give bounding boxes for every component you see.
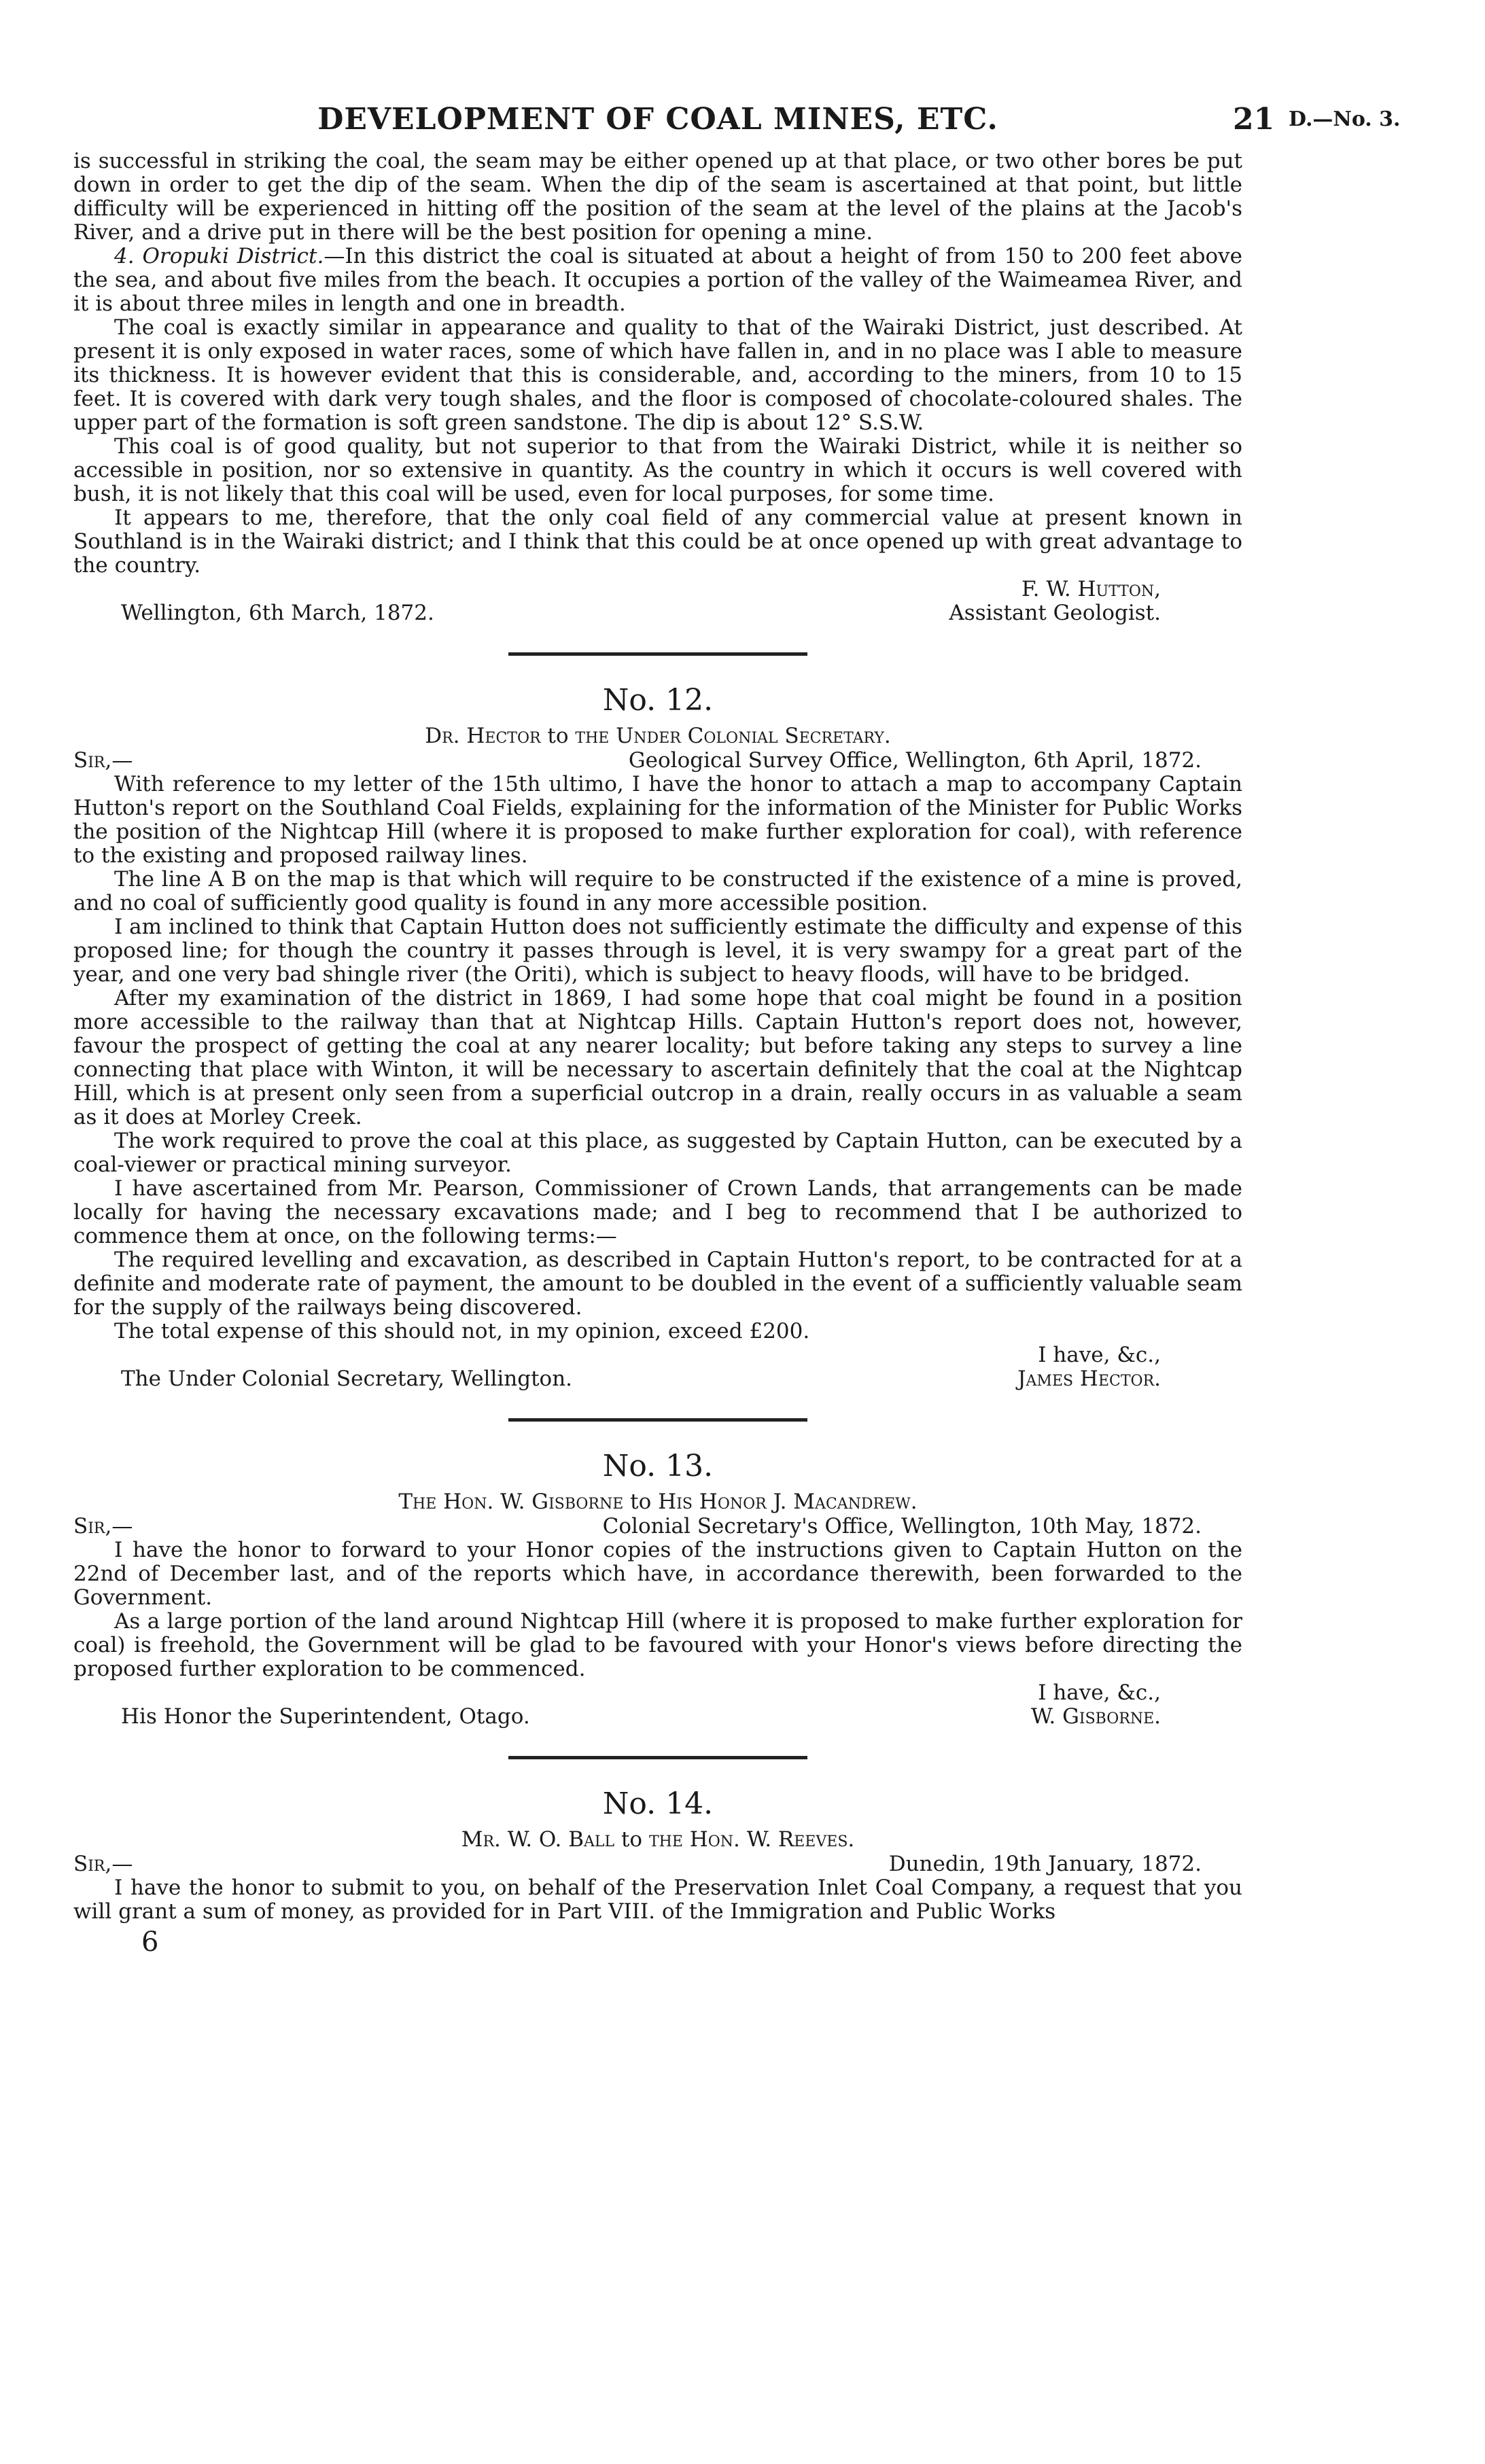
place-date: Wellington, 6th March, 1872. [121,601,434,625]
paragraph: I have the honor to submit to you, on behalf of the Preservation Inlet Coal Company, a request that you will grant a sum of money, as provided for in Part VIII. of the Immigration and Public Works [73,1876,1242,1924]
paragraph: It appears to me, therefore, that the only coal field of any commercial value at present known in Southland is in the Wairaki district; and I think that this could be at once opened up with great advantage to the country. [73,506,1242,578]
section-divider [508,1418,807,1422]
paragraph: The line A B on the map is that which will require to be constructed if the existence of a mine is proved, and no coal of sufficiently good quality is found in any more accessible position. [73,867,1242,915]
letter-no-12 [73,683,1242,1391]
signer-title: Assistant Geologist. [949,601,1161,625]
paragraph: This coal is of good quality, but not superior to that from the Wairaki District, while it is neither so accessible in position, nor so extensive in quantity. As the country in which it occurs is well covered with bush, it is not likely that this coal will be used, even for local purposes, for some time. [73,434,1242,506]
addressee: His Honor the Superintendent, Otago. [121,1704,530,1729]
salutation: Sir,— [73,1514,133,1538]
letter-subheading: Dr. Hector to the Under Colonial Secretary. [425,724,891,748]
page-number: 21 [1233,102,1275,137]
paragraph: The required levelling and excavation, as described in Captain Hutton's report, to be contracted for at a definite and moderate rate of payment, the amount to be doubled in the event of a sufficiently valuable seam for the supply of the railways being discovered. [73,1248,1242,1320]
hutton-report-continuation [73,149,1242,625]
salutation: Sir,— [73,748,133,773]
paragraph: The coal is exactly similar in appearance and quality to that of the Wairaki District, just described. At present it is only exposed in water races, some of which have fallen in, and in no place was I able to measure its thickness. It is however evident that this is considerable, and, according to the miners, from 10 to 15 feet. It is covered with dark very tough shales, and the floor is composed of chocolate-coloured shales. The upper part of the formation is soft green sandstone. The dip is about 12° S.S.W. [73,315,1242,435]
letter-no-13 [73,1449,1242,1729]
signer-name: James Hector. [1017,1367,1161,1391]
closing: I have, &c., [1038,1680,1161,1705]
paragraph: The total expense of this should not, in my opinion, exceed £200. [114,1319,810,1343]
place-date: Dunedin, 19th January, 1872. [888,1852,1202,1876]
place-date: Geological Survey Office, Wellington, 6th April, 1872. [628,748,1202,773]
paragraph: I have ascertained from Mr. Pearson, Commissioner of Crown Lands, that arrangements can be made locally for having the necessary excavations made; and I beg to recommend that I be authorized to commence them at once, on the following terms:— [73,1176,1242,1248]
paragraph: I am inclined to think that Captain Hutton does not sufficiently estimate the difficulty and expense of this proposed line; for though the country it passes through is level, it is very swampy for a great part of the year, and one very bad shingle river (the Oriti), which is subject to heavy floods, will have to be bridged. [73,915,1242,987]
document-reference: D.—No. 3. [1289,107,1401,131]
page-title: DEVELOPMENT OF COAL MINES, ETC. [317,102,998,137]
paragraph: I have the honor to forward to your Honor copies of the instructions given to Captain Hutton on the 22nd of December last, and of the reports which have, in accordance therewith, been forwarded to the Government. [73,1538,1242,1610]
signature-block [73,1343,1242,1391]
signer-name: W. Gisborne. [1030,1704,1161,1729]
paragraph: After my examination of the district in 1869, I had some hope that coal might be found in a position more accessible to the railway than that at Nightcap Hills. Captain Hutton's report does not, however, favour the prospect of getting the coal at any nearer locality; but before taking any steps to survey a line connecting that place with Winton, it will be necessary to ascertain definitely that the coal at the Nightcap Hill, which is at present only seen from a superficial outcrop in a drain, really occurs in as valuable a seam as it does at Morley Creek. [73,986,1242,1129]
section-divider [508,652,807,656]
signature-block [73,1681,1242,1729]
salutation-line [73,748,1242,773]
signer-name: F. W. Hutton, [1021,577,1161,601]
salutation: Sir,— [73,1852,133,1876]
section-divider [508,1756,807,1759]
paragraph: The work required to prove the coal at this place, as suggested by Captain Hutton, can be executed by a coal-viewer or practical mining surveyor. [73,1129,1242,1177]
letter-heading: No. 14. [602,1787,714,1821]
salutation-line [73,1852,1242,1876]
paragraph: As a large portion of the land around Nightcap Hill (where it is proposed to make further exploration for coal) is freehold, the Government will be glad to be favoured with your Honor's views before directing the proposed further exploration to be commenced. [73,1609,1242,1681]
letter-heading: No. 12. [602,683,714,718]
addressee: The Under Colonial Secretary, Wellington. [121,1367,573,1391]
letter-subheading: Mr. W. O. Ball to the Hon. W. Reeves. [461,1827,855,1852]
letter-subheading: The Hon. W. Gisborne to His Honor J. Macandrew. [398,1490,918,1514]
signature-block [73,578,1242,625]
page-header [73,102,1401,149]
letter-heading: No. 13. [602,1449,714,1483]
closing: I have, &c., [1038,1343,1161,1367]
paragraph: With reference to my letter of the 15th ultimo, I have the honor to attach a map to accompany Captain Hutton's report on the Southland Coal Fields, explaining for the information of the Minister for Public Works the position of the Nightcap Hill (where it is proposed to make further exploration for coal), with reference to the existing and proposed railway lines. [73,772,1242,868]
salutation-line [73,1514,1242,1538]
letter-no-14 [73,1787,1242,1924]
paragraph: 4. Oropuki District.—In this district the coal is situated at about a height of from 150 to 200 feet above the sea, and about five miles from the beach. It occupies a portion of the valley of the Waimeamea River, and it is about three miles in length and one in breadth. [73,244,1242,316]
document-page [73,102,1401,1958]
paragraph-label: 4. Oropuki District. [114,244,324,268]
paragraph: is successful in striking the coal, the seam may be either opened up at that place, or two other bores be put down in order to get the dip of the seam. When the dip of the seam is ascertained at that point, but little difficulty will be experienced in hitting off the position of the seam at the level of the plains at the Jacob's River, and a drive put in there will be the best position for opening a mine. [73,149,1242,245]
place-date: Colonial Secretary's Office, Wellington, 10th May, 1872. [602,1514,1202,1538]
signature-mark: 6 [141,1926,159,1958]
